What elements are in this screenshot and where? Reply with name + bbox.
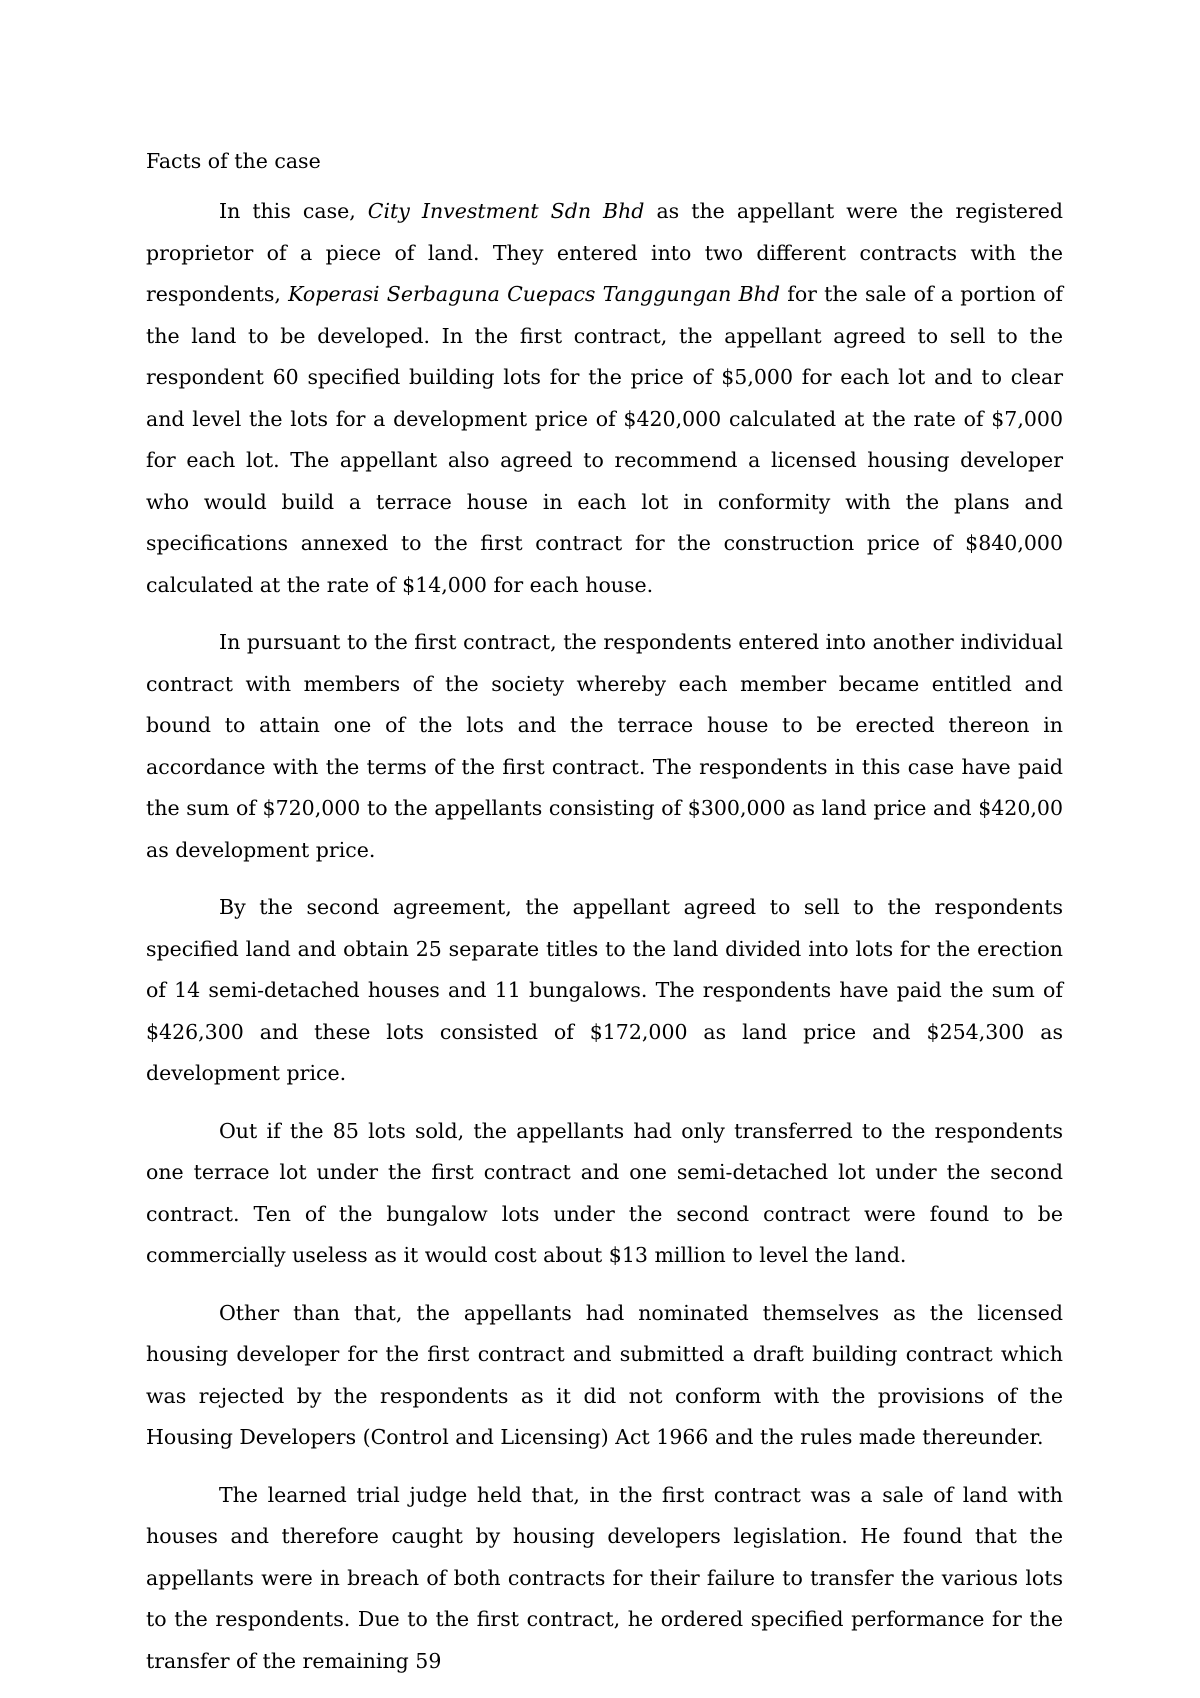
paragraph-2: In pursuant to the first contract, the respondents entered into another individual contract with members of the society whereby each member became entitled and bound to attain one of the lots and the terrace house to be erected thereon in accordance with the terms of the first contract. The respondents in this case have paid the sum of $720,000 to the appellants consisting of $300,000 as land price and $420,00 as development price. xyxy=(146,630,1063,862)
section-heading: Facts of the case xyxy=(146,149,321,173)
document-body xyxy=(146,145,1063,1698)
respondent-name: Koperasi Serbaguna Cuepacs Tanggungan Bhd xyxy=(288,282,780,306)
paragraph-3: By the second agreement, the appellant agreed to sell to the respondents specified land and obtain 25 separate titles to the land divided into lots for the erection of 14 semi-detached houses and 11 bungalows. The respondents have paid the sum of $426,300 and these lots consisted of $172,000 as land price and $254,300 as development price. xyxy=(146,895,1063,1085)
paragraph-1-part-c: for the sale of a portion of the land to be developed. In the first contract, the appellant agreed to sell to the respondent 60 specified building lots for the price of $5,000 for each lot and to clear and level the lots for a development price of $420,000 calculated at the rate of $7,000 for each lot. The appellant also agreed to recommend a licensed housing developer who would build a terrace house in each lot in conformity with the plans and specifications annexed to the first contract for the construction price of $840,000 calculated at the rate of $14,000 for each house. xyxy=(146,282,1064,597)
paragraph-1-part-a: In this case, xyxy=(219,199,368,223)
paragraph-1-part-b: as the appellant were the registered proprietor of a piece of land. They entered into two different contracts with the respondents, xyxy=(146,199,1063,306)
paragraph-6: The learned trial judge held that, in the first contract was a sale of land with houses and therefore caught by housing developers legislation. He found that the appellants were in breach of both contracts for their failure to transfer the various lots to the respondents. Due to the first contract, he ordered specified performance for the transfer of the remaining 59 xyxy=(146,1482,1063,1673)
appellant-name: City Investment Sdn Bhd xyxy=(367,199,645,223)
paragraph-1 xyxy=(146,191,1063,606)
paragraph-5: Other than that, the appellants had nominated themselves as the licensed housing developer for the first contract and submitted a draft building contract which was rejected by the respondents as it did not conform with the provisions of the Housing Developers (Control and Licensing) Act 1966 and the rules made thereunder. xyxy=(146,1300,1063,1449)
paragraph-4: Out if the 85 lots sold, the appellants had only transferred to the respondents one terrace lot under the first contract and one semi-detached lot under the second contract. Ten of the bungalow lots under the second contract were found to be commercially useless as it would cost about $13 million to level the land. xyxy=(146,1118,1063,1267)
